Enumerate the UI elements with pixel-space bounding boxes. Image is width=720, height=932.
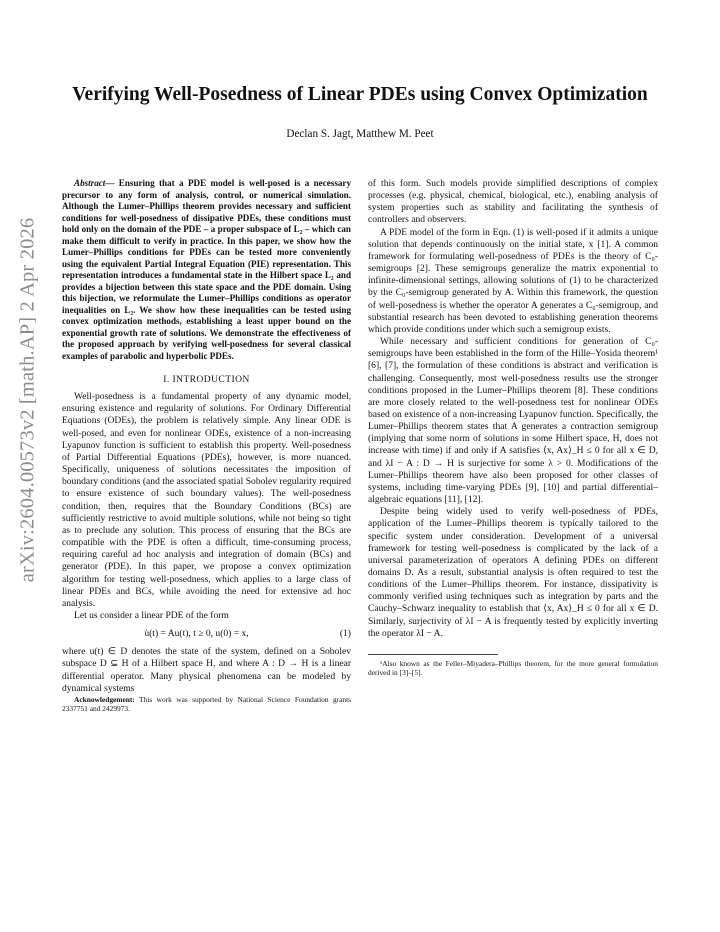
- arxiv-watermark: [6, 120, 50, 680]
- arxiv-id: arXiv:2604.00573v2 [math.AP] 2 Apr 2026: [16, 217, 39, 583]
- body-paragraph: While necessary and sufficient conditions for generation of C₀-semigroups have been established in the form of the Hille–Yosida theorem¹ [6], [7], the formulation of these conditions is abstract and verification is challenging. Consequently, most well-posedness results use the stronger conditions proposed in the Lumer–Phillips theorem [8]. These conditions are more closely related to the well-posedness test for nonlinear ODEs based on existence of a non-increasing Lyapunov function. Specifically, the Lumer–Phillips theorem states that A generates a contraction semigroup (implying that some norm of solutions in some Hilbert space, H, does not increase with time) if and only if A satisfies ⟨x, Ax⟩_H ≤ 0 for all x ∈ D, and λI − A : D → H is surjective for some λ > 0. Modifications of the Lumer–Phillips theorem have also been proposed for other classes of systems, including time-varying PDEs [9], [10] and partial differential–algebraic equations [11], [12].: [368, 336, 658, 506]
- footnote: ¹Also known as the Feller–Miyadera–Phillips theorem, for the more general formulation derived in [3]–[5].: [368, 658, 658, 678]
- intro-paragraph: Well-posedness is a fundamental property of any dynamic model, ensuring existence and regularity of solutions. For Ordinary Differential Equations (ODEs), the problem is relatively simple. Any linear ODE is well-posed, and even for nonlinear ODEs, existence of a non-increasing Lyapunov function is sufficient to establish this property. Well-posedness of Partial Differential Equations (PDEs), however, is more nuanced. Specifically, uniqueness of solutions necessitates the imposition of boundary conditions (and the associated spatial Sobolev regularity required to ensure existence of such boundary values). The well-posedness condition, then, requires that the Boundary Conditions (BCs) are sufficiently restrictive to avoid multiple solutions, while not being so tight as to preclude any solution. This process of ensuring that the BCs are compatible with the PDE is often a difficult, time-consuming process, requiring careful ad hoc analysis and integration of domain (BCs) and generator (PDE). In this paper, we propose a convex optimization algorithm for testing well-posedness, which applies to a large class of linear PDEs and BCs, while avoiding the need for extensive ad hoc analysis.: [62, 391, 351, 609]
- abstract: [62, 178, 351, 362]
- left-column: [62, 178, 351, 713]
- body-paragraph: A PDE model of the form in Eqn. (1) is well-posed if it admits a unique solution that depends continuously on the initial state, x [1]. A common framework for formulating well-posedness of PDEs is the theory of C₀-semigroups [2]. These semigroups generalize the matrix exponential to infinite-dimensional settings, allowing solutions of (1) to be characterized by the C₀-semigroup generated by A. Within this framework, the question of well-posedness is whether the operator A generates a C₀-semigroup, and substantial research has been devoted to establishing generation theorems which provide conditions under which such a semigroup exists.: [368, 226, 658, 335]
- equation-1: [62, 628, 351, 640]
- intro-paragraph: where u(t) ∈ D denotes the state of the system, defined on a Sobolev subspace D ⊆ H of a Hilbert space H, and where A : D → H is a linear differential operator. Many physical phenomena can be modeled by dynamical systems: [62, 646, 351, 694]
- body-paragraph: of this form. Such models provide simplified descriptions of complex processes (e.g. physical, chemical, biological, etc.), enabling analysis of system properties such as stability and facilitating the synthesis of controllers and observers.: [368, 178, 658, 226]
- right-column: [368, 178, 658, 677]
- abstract-lead: Abstract: [74, 178, 106, 188]
- footnote-divider: [368, 654, 498, 655]
- acknowledgement-text: This work was supported by National Science Foundation grants 2337751 and 2429973.: [62, 694, 351, 714]
- equation-body: u̇(t) = Au(t), t ≥ 0, u(0) = x,: [144, 628, 249, 640]
- intro-paragraph: Let us consider a linear PDE of the form: [74, 609, 229, 621]
- acknowledgement: [62, 695, 351, 713]
- abstract-text: — Ensuring that a PDE model is well-posed is a necessary precursor to any form of analysis, control, or numerical simulation. Although the Lumer–Phillips theorem provides necessary and sufficient conditions for well-posedness of dissipative PDEs, these conditions must hold only on the domain of the PDE – a proper subspace of L₂ – which can make them difficult to verify in practice. In this paper, we show how the Lumer–Phillips conditions for PDEs can be tested more conveniently using the equivalent Partial Integral Equation (PIE) representation. This representation introduces a fundamental state in the Hilbert space L₂ and provides a bijection between this state space and the PDE domain. Using this bijection, we reformulate the Lumer–Phillips conditions as operator inequalities on L₂. We show how these inequalities can be tested using convex optimization methods, establishing a least upper bound on the exponential growth rate of solutions. We demonstrate the effectiveness of the proposed approach by verifying well-posedness for several classical examples of parabolic and hyperbolic PDEs.: [62, 178, 351, 361]
- paper-title: Verifying Well-Posedness of Linear PDEs using Convex Optimization: [72, 84, 648, 105]
- acknowledgement-label: Acknowledgement:: [74, 694, 135, 704]
- paper-authors: Declan S. Jagt, Matthew M. Peet: [286, 128, 434, 140]
- section-heading: I. INTRODUCTION: [163, 374, 250, 385]
- body-paragraph: Despite being widely used to verify well-posedness of PDEs, application of the Lumer–Phillips theorem is typically tailored to the specific system under consideration. Development of a universal framework for testing well-posedness is complicated by the lack of a universal parameterization of operators A defining PDEs on different domains D. As a result, substantial analysis is often required to test the conditions of the Lumer–Phillips theorem. For instance, dissipativity is commonly verified using techniques such as integration by parts and the Cauchy–Schwarz inequality to establish that ⟨x, Ax⟩_H ≤ 0 for all x ∈ D. Similarly, surjectivity of λI − A is frequently tested by explicitly inverting the operator λI − A.: [368, 506, 658, 639]
- equation-number: (1): [339, 628, 351, 640]
